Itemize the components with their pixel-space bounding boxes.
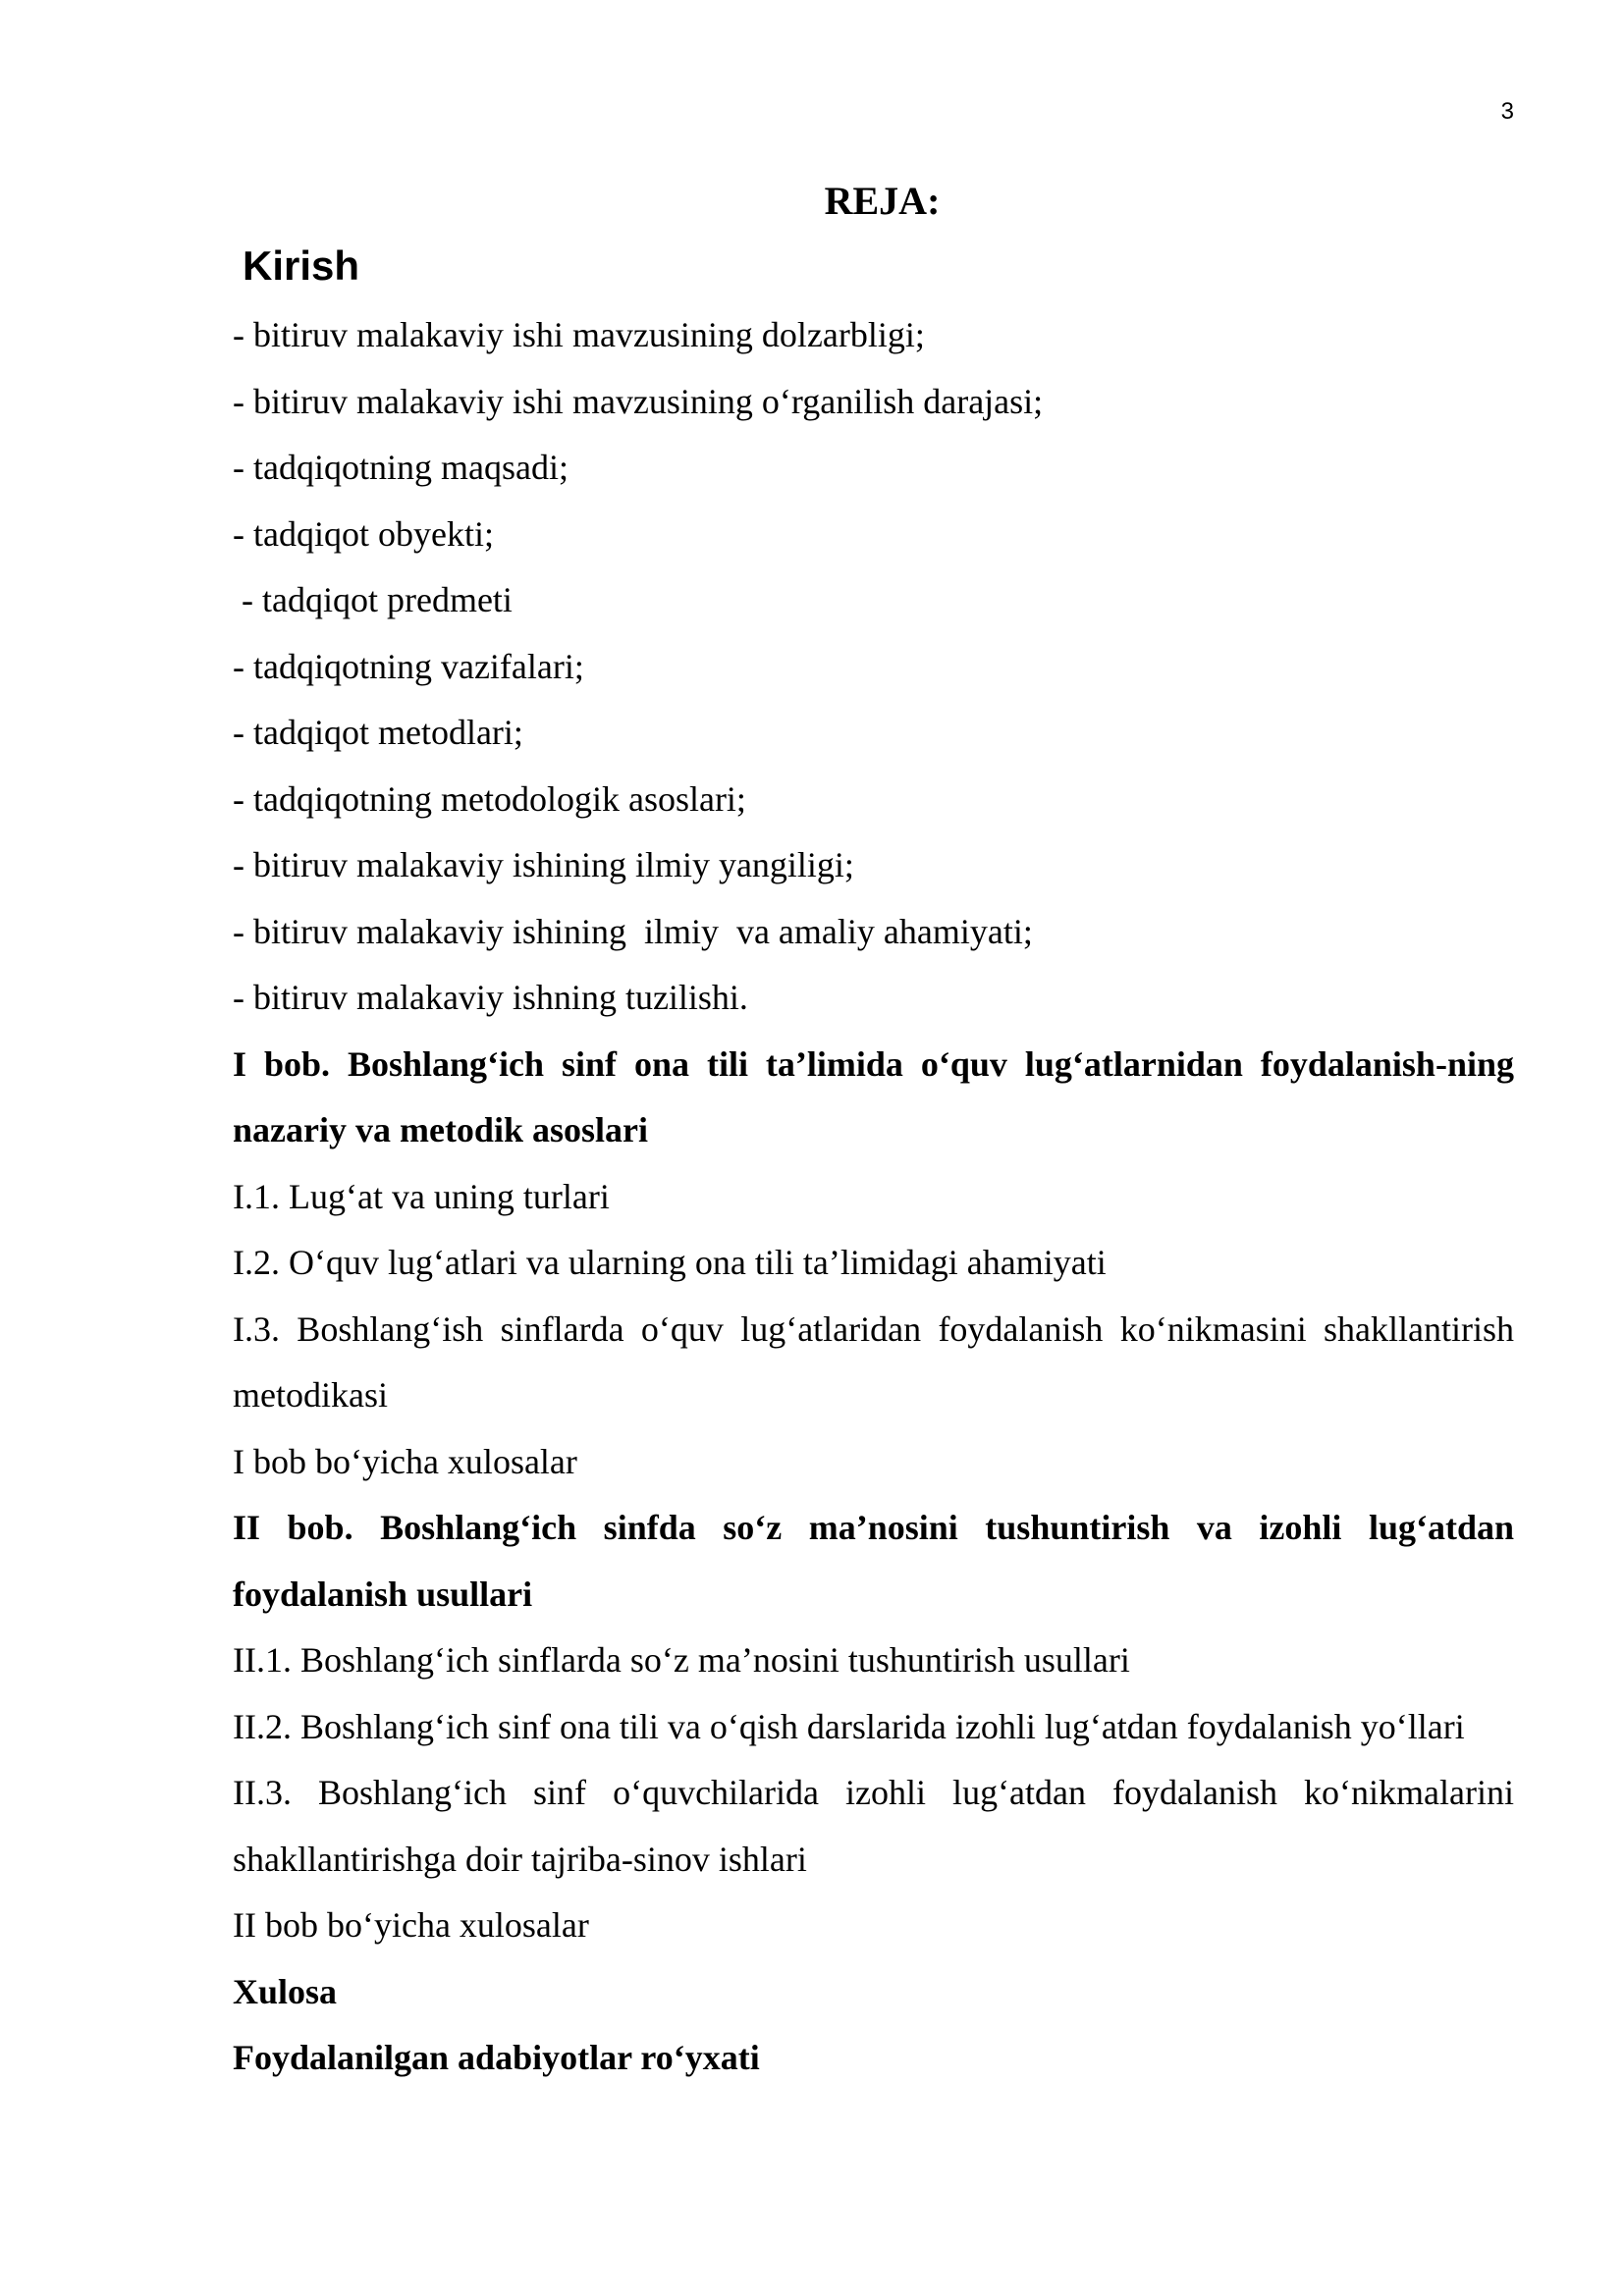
intro-item: - tadqiqot predmeti: [233, 580, 513, 619]
intro-heading: Kirish: [243, 242, 360, 289]
chapter1-section3: I.3. Boshlang‘ish sinflarda o‘quv lug‘atlaridan foydalanish ko‘nikmasini shakllantirish metodikasi: [233, 1308, 1514, 1415]
chapter2-section3: II.3. Boshlang‘ich sinf o‘quvchilarida izohli lug‘atdan foydalanish ko‘nikmalarini shakllantirishga doir tajriba-sinov ishlari: [233, 1773, 1514, 1879]
page-number: 3: [1500, 98, 1514, 125]
chapter1-heading: I bob. Boshlang‘ich sinf ona tili ta’limida o‘quv lug‘atlarnidan foydalanish-ning nazariy va metodik asoslari: [233, 1043, 1514, 1149]
references-heading: Foydalanilgan adabiyotlar ro‘yxati: [233, 2038, 760, 2077]
page-title: REJA:: [824, 179, 941, 223]
chapter2-section2: II.2. Boshlang‘ich sinf ona tili va o‘qish darslarida izohli lug‘atdan foydalanish yo‘llari: [233, 1706, 1465, 1746]
chapter2-heading: II bob. Boshlang‘ich sinfda so‘z ma’nosini tushuntirish va izohli lug‘atdan foydalanish usullari: [233, 1508, 1514, 1614]
chapter1-summary: I bob bo‘yicha xulosalar: [233, 1441, 577, 1481]
intro-item: - tadqiqotning metodologik asoslari;: [233, 778, 746, 819]
chapter2-summary: II bob bo‘yicha xulosalar: [233, 1905, 589, 1945]
chapter2-section1: II.1. Boshlang‘ich sinflarda so‘z ma’nosini tushuntirish usullari: [233, 1640, 1130, 1680]
conclusion-heading: Xulosa: [233, 1971, 338, 2011]
chapter1-section2: I.2. O‘quv lug‘atlari va ularning ona tili ta’limidagi ahamiyati: [233, 1243, 1107, 1282]
intro-item: - bitiruv malakaviy ishning tuzilishi.: [233, 978, 748, 1017]
intro-list: [233, 302, 1514, 1032]
intro-item: - tadqiqot obyekti;: [233, 513, 494, 554]
intro-item: - bitiruv malakaviy ishi mavzusining o‘rganilish darajasi;: [233, 381, 1044, 421]
intro-item: - tadqiqot metodlari;: [233, 713, 523, 752]
intro-item: - bitiruv malakaviy ishi mavzusining dolzarbligi;: [233, 315, 925, 354]
table-of-contents: [233, 167, 1514, 2092]
chapter1-section1: I.1. Lug‘at va uning turlari: [233, 1176, 610, 1216]
intro-item: - tadqiqotning maqsadi;: [233, 448, 568, 487]
intro-item: - tadqiqotning vazifalari;: [233, 646, 584, 686]
intro-item: - bitiruv malakaviy ishining ilmiy va amaliy ahamiyati;: [233, 911, 1033, 951]
intro-item: - bitiruv malakaviy ishining ilmiy yangiligi;: [233, 845, 854, 884]
